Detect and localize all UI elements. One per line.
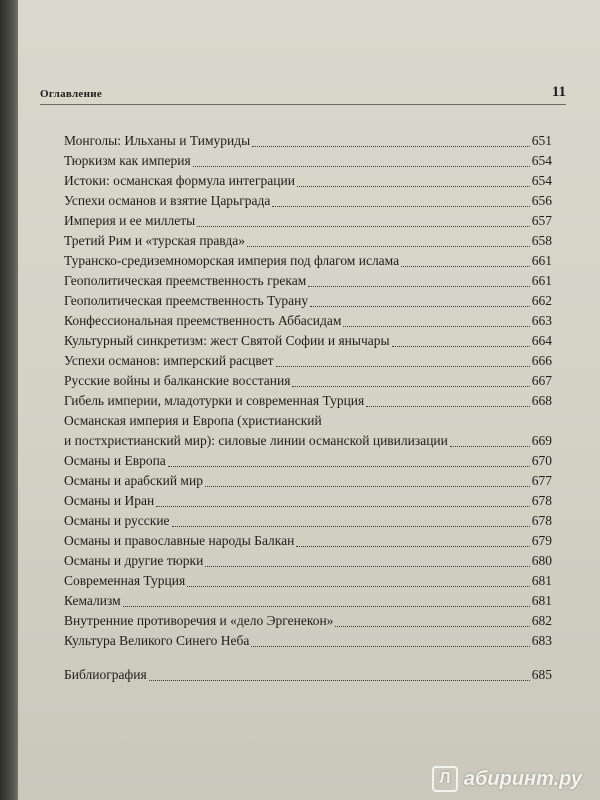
toc-title: [64, 411, 448, 451]
labirint-logo-icon: Л: [432, 766, 458, 792]
toc-entry: [64, 551, 552, 571]
toc-entry: [64, 491, 552, 511]
toc-page: 654: [531, 153, 552, 168]
toc-entry: [64, 471, 552, 491]
section-gap: [64, 651, 552, 665]
toc-page: 654: [531, 173, 552, 188]
toc-page: 670: [531, 453, 552, 468]
labirint-watermark: [432, 766, 582, 792]
toc-entry: [64, 331, 552, 351]
toc-entry: [64, 311, 552, 331]
running-header: [40, 80, 566, 105]
toc-title: Османы и православные народы Балкан: [64, 533, 295, 548]
toc-entry: [64, 231, 552, 251]
toc-entry: [64, 591, 552, 611]
toc-page: 681: [531, 573, 552, 588]
toc-title: Османы и арабский мир: [64, 473, 203, 488]
toc-page: 651: [531, 133, 552, 148]
toc-title: Внутренние противоречия и «дело Эргенекон»: [64, 613, 334, 628]
toc-title: Геополитическая преемственность грекам: [64, 273, 307, 288]
toc-title: Культура Великого Синего Неба: [64, 633, 250, 648]
toc-title: Современная Турция: [64, 573, 186, 588]
toc-entry: [64, 511, 552, 531]
toc-title: Культурный синкретизм: жест Святой Софии и янычары: [64, 333, 390, 348]
dot-leader: [205, 480, 530, 487]
toc-title: Османы и Европа: [64, 453, 166, 468]
dot-leader: [187, 580, 530, 587]
toc-entry: [64, 391, 552, 411]
toc-title: Туранско-средиземноморская империя под флагом ислама: [64, 253, 400, 268]
dot-leader: [251, 640, 529, 647]
dot-leader: [401, 260, 530, 267]
book-page: [18, 0, 600, 800]
dot-leader: [247, 240, 530, 247]
toc-page: 681: [531, 593, 552, 608]
toc-entry: [64, 291, 552, 311]
toc-page: 656: [531, 193, 552, 208]
toc-page: 682: [531, 613, 552, 628]
dot-leader: [252, 140, 530, 147]
toc-page: 661: [531, 273, 552, 288]
toc-title: Третий Рим и «турская правда»: [64, 233, 245, 248]
toc-title: Истоки: османская формула интеграции: [64, 173, 295, 188]
toc-entry: [64, 531, 552, 551]
dot-leader: [123, 600, 530, 607]
toc-title: Османы и другие тюрки: [64, 553, 204, 568]
toc-entry: [64, 251, 552, 271]
dot-leader: [149, 674, 530, 681]
page-number: 11: [551, 84, 566, 100]
dot-leader: [292, 380, 529, 387]
toc-title: Империя и ее миллеты: [64, 213, 196, 228]
toc-page: 680: [531, 553, 552, 568]
toc-title-line: Османская империя и Европа (христианский: [64, 413, 322, 428]
toc-title: Монголы: Ильханы и Тимуриды: [64, 133, 251, 148]
toc-title: Геополитическая преемственность Турану: [64, 293, 309, 308]
dot-leader: [172, 520, 530, 527]
toc-title: Конфессиональная преемственность Аббасидам: [64, 313, 342, 328]
toc-title: Гибель империи, младотурки и современная Турция: [64, 393, 365, 408]
toc-entry: [64, 611, 552, 631]
watermark-text: абиринт.ру: [463, 767, 582, 790]
toc-title-line: и постхристианский мир): силовые линии османской цивилизации: [64, 433, 448, 448]
toc-title: Османы и русские: [64, 513, 170, 528]
toc-page: 662: [531, 293, 552, 308]
toc-entry: [64, 411, 552, 451]
dot-leader: [276, 360, 530, 367]
toc-page: 658: [531, 233, 552, 248]
dot-leader: [310, 300, 530, 307]
toc-title: Русские войны и балканские восстания: [64, 373, 291, 388]
toc-entry: [64, 191, 552, 211]
dot-leader: [297, 180, 530, 187]
toc-page: 678: [531, 513, 552, 528]
dot-leader: [450, 440, 530, 447]
toc-page: 677: [531, 473, 552, 488]
toc-entry: [64, 131, 552, 151]
dot-leader: [193, 160, 530, 167]
dot-leader: [168, 460, 530, 467]
toc-entry: [64, 451, 552, 471]
table-of-contents: [64, 131, 552, 685]
toc-title: Кемализм: [64, 593, 121, 608]
dot-leader: [197, 220, 530, 227]
toc-page: 669: [531, 433, 552, 448]
toc-entry: [64, 151, 552, 171]
toc-page: 683: [531, 633, 552, 648]
toc-entry: [64, 571, 552, 591]
dot-leader: [308, 280, 530, 287]
toc-page: 678: [531, 493, 552, 508]
toc-entry: [64, 371, 552, 391]
dot-leader: [272, 200, 529, 207]
dot-leader: [335, 620, 529, 627]
toc-page: 685: [531, 667, 552, 682]
toc-title: Библиография: [64, 667, 147, 682]
toc-entry: [64, 211, 552, 231]
toc-page: 663: [531, 313, 552, 328]
toc-title: Османы и Иран: [64, 493, 155, 508]
toc-entry-bibliography: [64, 665, 552, 685]
toc-entry: [64, 351, 552, 371]
toc-title: Тюркизм как империя: [64, 153, 191, 168]
dot-leader: [205, 560, 529, 567]
toc-entry: [64, 631, 552, 651]
toc-page: 664: [531, 333, 552, 348]
toc-title: Успехи османов и взятие Царьграда: [64, 193, 271, 208]
toc-entry: [64, 271, 552, 291]
dot-leader: [366, 400, 530, 407]
toc-title: Успехи османов: имперский расцвет: [64, 353, 274, 368]
dot-leader: [296, 540, 529, 547]
header-title: Оглавление: [40, 88, 103, 100]
toc-page: 668: [531, 393, 552, 408]
toc-entry: [64, 171, 552, 191]
toc-page: 666: [531, 353, 552, 368]
dot-leader: [392, 340, 530, 347]
dot-leader: [343, 320, 529, 327]
dot-leader: [156, 500, 530, 507]
toc-page: 657: [531, 213, 552, 228]
toc-page: 679: [531, 533, 552, 548]
toc-page: 667: [531, 373, 552, 388]
toc-page: 661: [531, 253, 552, 268]
